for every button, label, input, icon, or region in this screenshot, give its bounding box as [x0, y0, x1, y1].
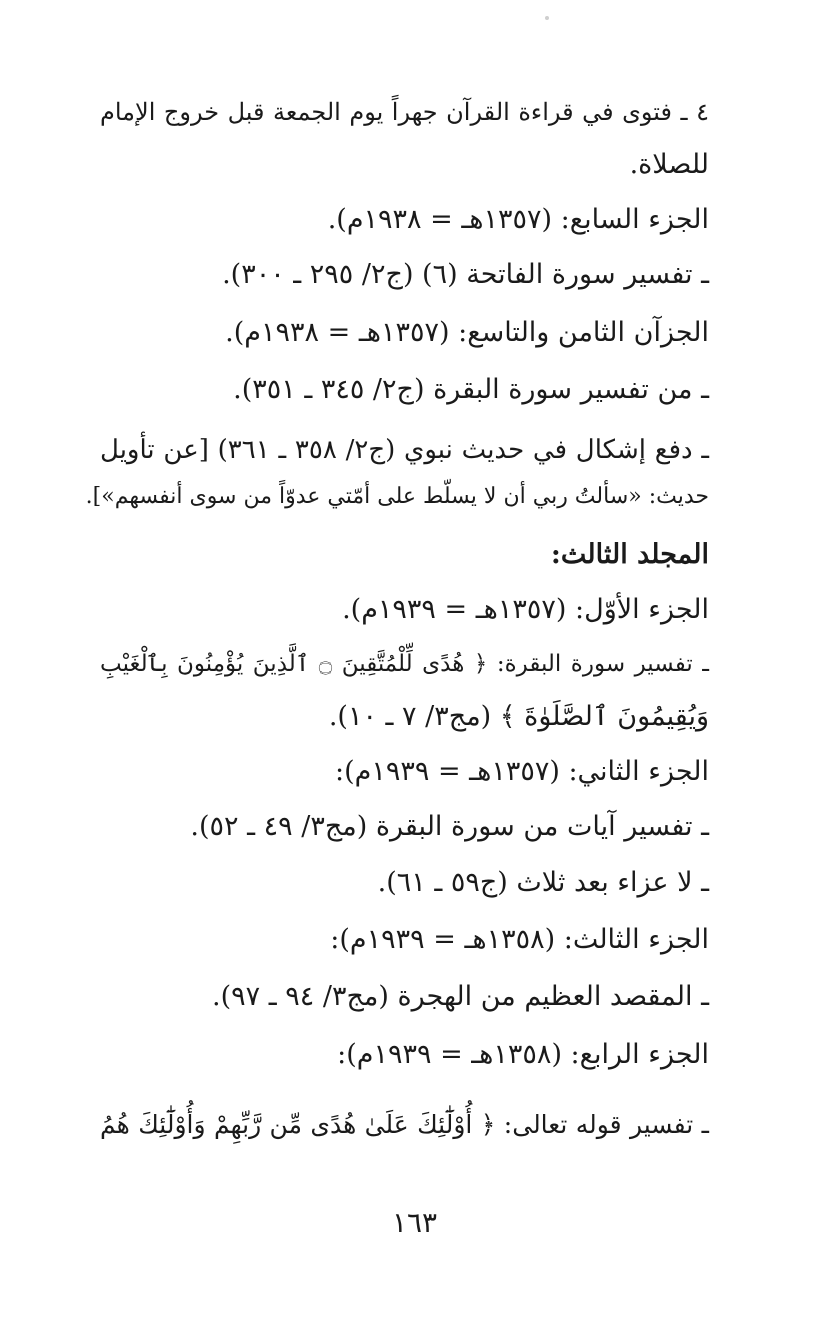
text-line-hijra-purpose: ـ المقصد العظيم من الهجرة (مج٣/ ٩٤ ـ ٩٧).: [212, 981, 709, 1012]
text-line-part-three: الجزء الثالث: (١٣٥٨هـ = ١٩٣٩م):: [330, 924, 709, 955]
text-line-baqara-verse-end: وَيُقِيمُونَ ٱلصَّلَوٰةَ ﴾ (مج٣/ ٧ ـ ١٠).: [328, 701, 709, 732]
volume-three-heading: المجلد الثالث:: [550, 539, 709, 570]
text-line-part-one: الجزء الأوّل: (١٣٥٧هـ = ١٩٣٩م).: [342, 594, 709, 625]
text-line-baqara-verses: ـ تفسير آيات من سورة البقرة (مج٣/ ٤٩ ـ ٥٢).: [190, 811, 709, 842]
text-line-fatiha-tafsir: ـ تفسير سورة الفاتحة (٦) (ج٢/ ٢٩٥ ـ ٣٠٠).: [222, 259, 709, 290]
text-line-parts-eight-nine: الجزآن الثامن والتاسع: (١٣٥٧هـ = ١٩٣٨م).: [225, 317, 709, 348]
scan-speck: [545, 16, 549, 20]
text-line-baqara-verse: ـ تفسير سورة البقرة: ﴿ هُدًى لِّلْمُتَّقِينَ ۝ ٱلَّذِينَ يُؤْمِنُونَ بِٱلْغَيْبِ: [100, 651, 709, 677]
text-line-fatwa-title: ٤ ـ فتوى في قراءة القرآن جهراً يوم الجمعة قبل خروج الإمام: [100, 98, 709, 126]
text-line-baqara-tafsir: ـ من تفسير سورة البقرة (ج٢/ ٣٤٥ ـ ٣٥١).: [233, 374, 709, 405]
page-number: ١٦٣: [391, 1206, 438, 1239]
text-line-hadith-text: حديث: «سألتُ ربي أن لا يسلّط على أمّتي عدوّاً من سوى أنفسهم»].: [85, 484, 709, 509]
text-line-part-two: الجزء الثاني: (١٣٥٧هـ = ١٩٣٩م):: [335, 756, 709, 787]
text-line-hadith-ishkal: ـ دفع إشكال في حديث نبوي (ج٢/ ٣٥٨ ـ ٣٦١) [عن تأويل: [100, 435, 710, 465]
text-line-fatwa-continuation: للصلاة.: [629, 149, 709, 180]
text-line-part-four: الجزء الرابع: (١٣٥٨هـ = ١٩٣٩م):: [337, 1039, 709, 1070]
text-line-part-seven: الجزء السابع: (١٣٥٧هـ = ١٩٣٨م).: [327, 204, 709, 235]
text-line-no-condolence: ـ لا عزاء بعد ثلاث (ج٥٩ ـ ٦١).: [377, 867, 709, 898]
text-line-verse-tafsir: ـ تفسير قوله تعالى: ﴿ أُوْلَٰٓئِكَ عَلَىٰ هُدًى مِّن رَّبِّهِمْ وَأُوْلَٰٓئِكَ هُمُ: [100, 1110, 709, 1139]
